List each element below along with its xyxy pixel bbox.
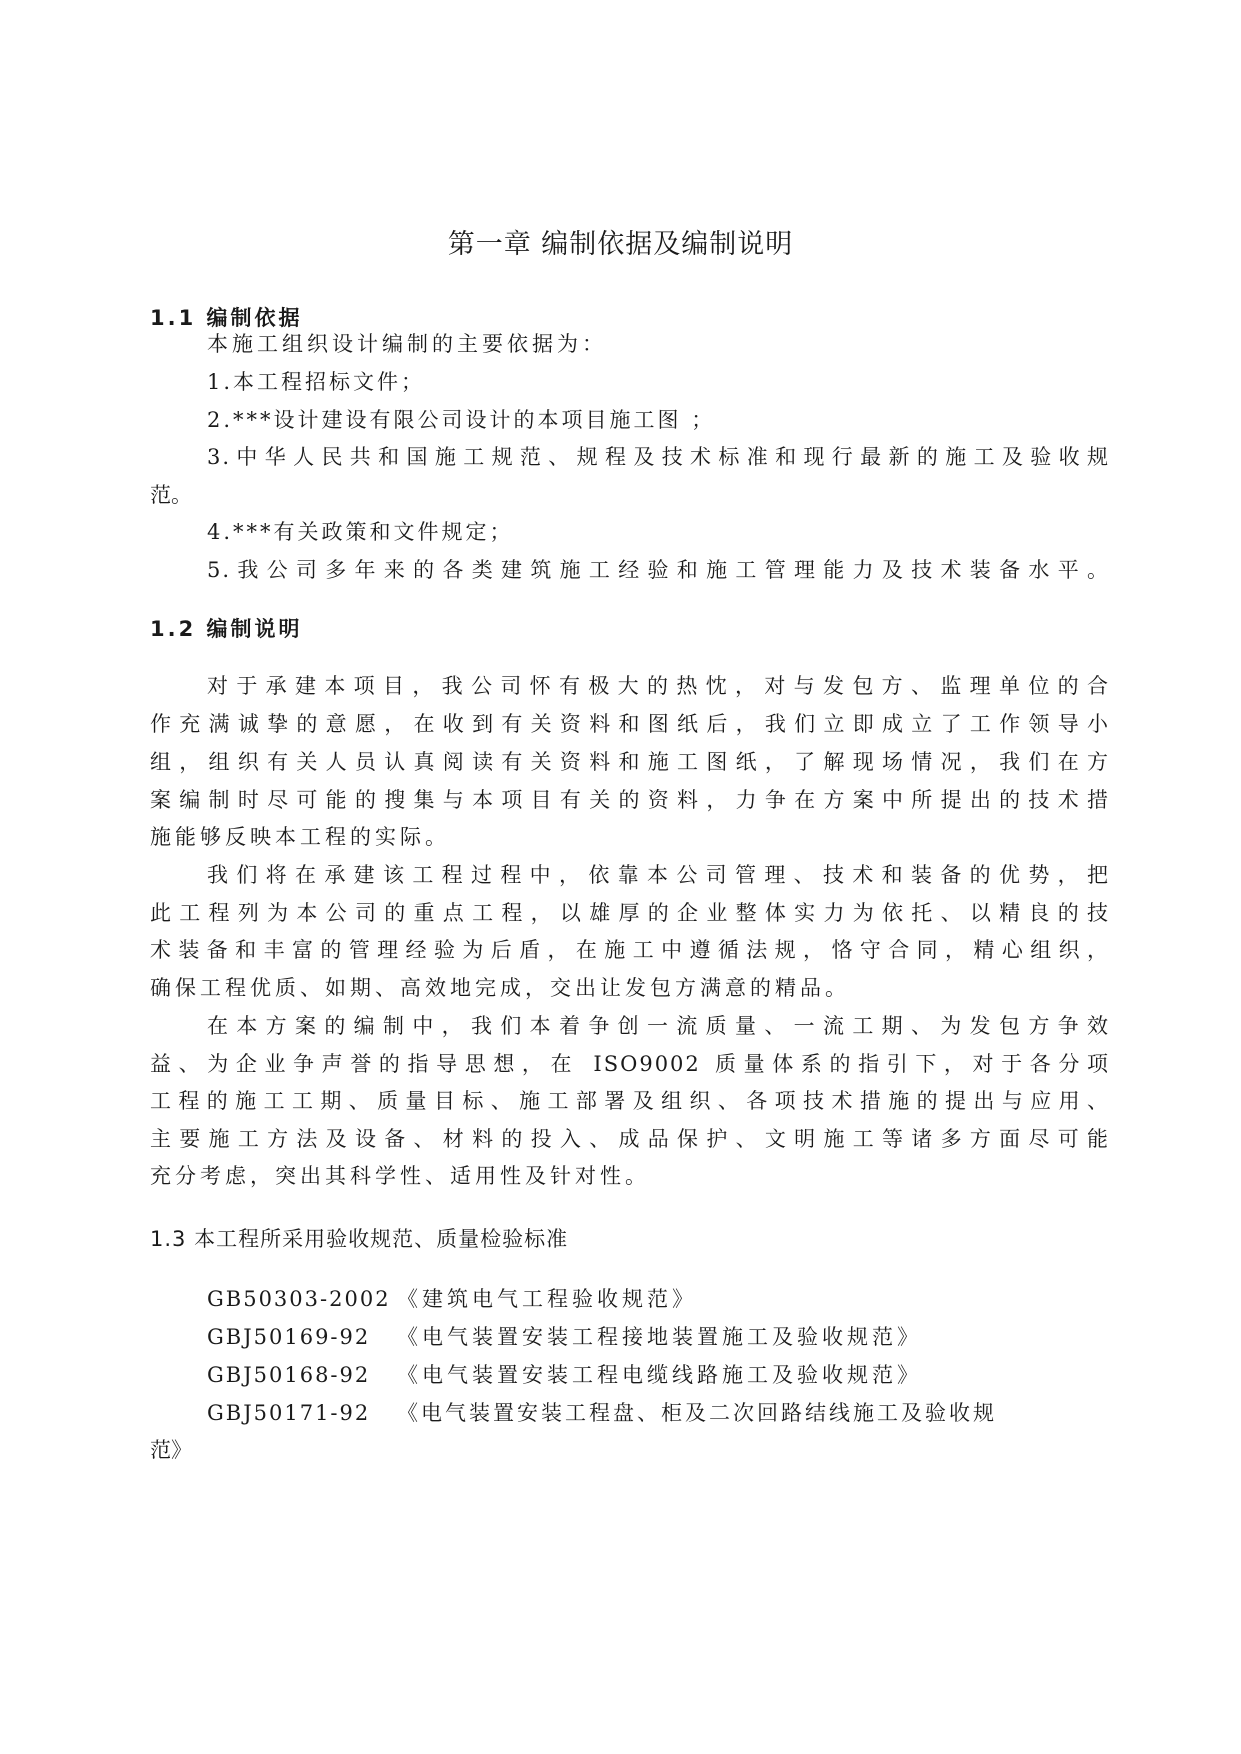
paragraph-line: 主要施工方法及设备、材料的投入、成品保护、文明施工等诸多方面尽可能	[150, 1127, 1110, 1151]
section-heading-1-3: 1.3 本工程所采用验收规范、质量检验标准	[150, 1227, 569, 1251]
standard-code: GBJ50171-92	[207, 1401, 371, 1425]
standard-name: 《电气装置安装工程电缆线路施工及验收规范》	[397, 1363, 922, 1387]
section-heading-1-2: 1.2 编制说明	[150, 617, 303, 641]
standard-item	[207, 1321, 922, 1351]
paragraph-line: 工程的施工工期、质量目标、施工部署及组织、各项技术措施的提出与应用、	[150, 1089, 1110, 1113]
paragraph-line: 益、为企业争声誉的指导思想，在 ISO9002 质量体系的指引下，对于各分项	[150, 1052, 1110, 1076]
paragraph-line: 范》	[150, 1438, 192, 1462]
paragraph-line: 我们将在承建该工程过程中，依靠本公司管理、技术和装备的优势，把	[207, 863, 1110, 887]
paragraph-line: 对于承建本项目，我公司怀有极大的热忱，对与发包方、监理单位的合	[207, 674, 1110, 698]
paragraph-line: 施能够反映本工程的实际。	[150, 825, 450, 849]
standard-name: 《建筑电气工程验收规范》	[397, 1287, 697, 1311]
paragraph-line: 案编制时尽可能的搜集与本项目有关的资料，力争在方案中所提出的技术措	[150, 788, 1110, 812]
standard-code: GB50303-2002	[207, 1287, 391, 1311]
standard-code: GBJ50168-92	[207, 1363, 371, 1387]
standard-item	[207, 1359, 922, 1389]
list-item: 2.***设计建设有限公司设计的本项目施工图 ；	[207, 408, 716, 432]
standard-item	[207, 1397, 997, 1427]
paragraph-line: 范。	[150, 483, 192, 507]
standard-name: 《电气装置安装工程盘、柜及二次回路结线施工及验收规	[397, 1401, 997, 1425]
list-item: 5.我公司多年来的各类建筑施工经验和施工管理能力及技术装备水平。	[207, 558, 1110, 582]
section-heading-1-1: 1.1 编制依据	[150, 306, 303, 330]
paragraph-line: 本施工组织设计编制的主要依据为：	[207, 332, 607, 356]
paragraph-line: 充分考虑，突出其科学性、适用性及针对性。	[150, 1164, 650, 1188]
list-item: 3.中华人民共和国施工规范、规程及技术标准和现行最新的施工及验收规	[207, 445, 1110, 469]
standard-code: GBJ50169-92	[207, 1325, 371, 1349]
list-item: 1.本工程招标文件；	[207, 370, 426, 394]
paragraph-line: 组，组织有关人员认真阅读有关资料和施工图纸，了解现场情况，我们在方	[150, 750, 1110, 774]
standard-name: 《电气装置安装工程接地装置施工及验收规范》	[397, 1325, 922, 1349]
paragraph-line: 术装备和丰富的管理经验为后盾，在施工中遵循法规，恪守合同，精心组织，	[150, 938, 1110, 962]
paragraph-line: 此工程列为本公司的重点工程，以雄厚的企业整体实力为依托、以精良的技	[150, 901, 1110, 925]
list-item: 4.***有关政策和文件规定；	[207, 520, 514, 544]
paragraph-line: 确保工程优质、如期、高效地完成，交出让发包方满意的精品。	[150, 976, 850, 1000]
paragraph-line: 作充满诚挚的意愿，在收到有关资料和图纸后，我们立即成立了工作领导小	[150, 712, 1110, 736]
chapter-title: 第一章 编制依据及编制说明	[447, 229, 794, 260]
standard-item	[207, 1283, 697, 1313]
paragraph-line: 在本方案的编制中，我们本着争创一流质量、一流工期、为发包方争效	[207, 1014, 1110, 1038]
